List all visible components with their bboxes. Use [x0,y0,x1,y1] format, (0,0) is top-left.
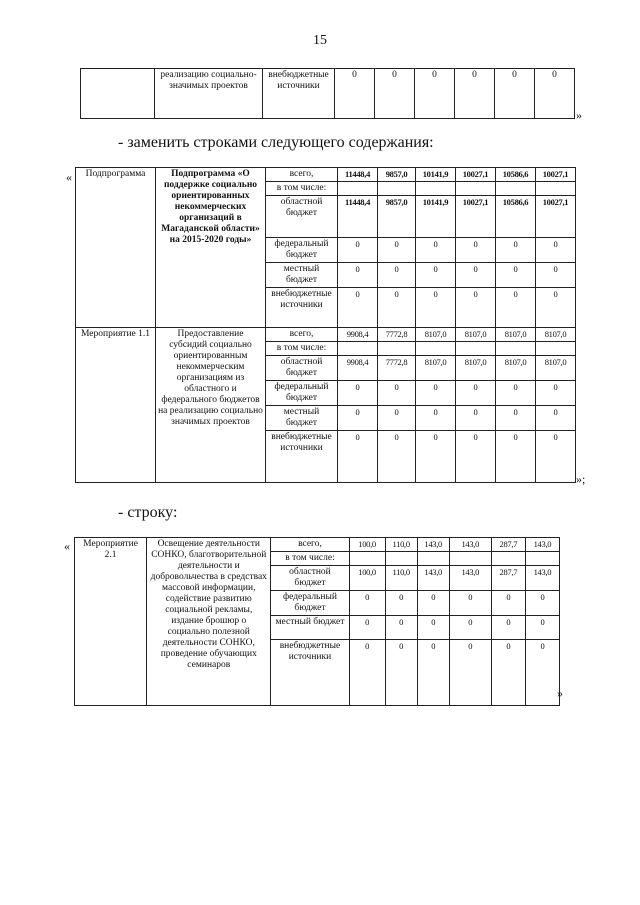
value-cell [456,182,496,196]
top-table [80,68,575,119]
funding-source: областной бюджет [266,356,338,381]
funding-source: в том числе: [266,182,338,196]
value-cell [416,342,456,356]
table-row [76,328,576,342]
activity-table [74,537,560,706]
value-cell [378,182,416,196]
value-cell: 0 [378,431,416,483]
value-cell [456,342,496,356]
row-title: Предоставление субсидий социально ориентированным некоммерческим организациям из областного и федерального бюджетов на реализацию социально значимых проектов [156,328,266,483]
value-cell: 7772,8 [378,328,416,342]
row-type-label: Мероприятие 1.1 [76,328,156,483]
value-cell: 7772,8 [378,356,416,381]
funding-source: в том числе: [271,552,349,566]
instruction-heading: - строку: [118,504,178,521]
value-cell: 0 [496,288,536,328]
value-cell: 9908,4 [338,328,378,342]
value-cell: 110,0 [385,538,417,552]
opening-quote: « [66,170,72,184]
value-cell: 0 [417,591,449,616]
value-cell: 0 [385,640,417,706]
value-cell: 9857,0 [378,196,416,238]
opening-quote: « [64,539,70,553]
value-cell: 0 [456,406,496,431]
value-cell: 0 [335,69,375,119]
value-cell: 0 [449,640,491,706]
value-cell [496,342,536,356]
value-cell: 10027,1 [456,196,496,238]
value-cell: 0 [456,431,496,483]
value-cell: 0 [349,591,385,616]
value-cell [416,182,456,196]
value-cell: 143,0 [525,538,559,552]
funding-source: федеральный бюджет [266,381,338,406]
value-cell [536,182,576,196]
funding-source: федеральный бюджет [271,591,349,616]
value-cell: 0 [525,591,559,616]
value-cell: 0 [449,616,491,640]
value-cell: 100,0 [349,566,385,591]
value-cell: 10141,9 [416,196,456,238]
value-cell: 287,7 [491,538,525,552]
value-cell [491,552,525,566]
value-cell: 0 [378,288,416,328]
funding-source: всего, [266,328,338,342]
value-cell: 0 [349,640,385,706]
value-cell: 8107,0 [536,328,576,342]
value-cell: 10586,6 [496,196,536,238]
funding-source: внебюджетные источники [271,640,349,706]
value-cell: 0 [536,431,576,483]
value-cell: 0 [385,591,417,616]
value-cell: 8107,0 [456,356,496,381]
value-cell [449,552,491,566]
value-cell: 11448,4 [338,196,378,238]
value-cell [496,182,536,196]
value-cell: 0 [338,406,378,431]
value-cell: 0 [385,616,417,640]
funding-source: в том числе: [266,342,338,356]
value-cell: 0 [456,263,496,288]
value-cell: 0 [378,381,416,406]
value-cell: 0 [378,238,416,263]
value-cell [349,552,385,566]
value-cell: 0 [495,69,535,119]
value-cell: 0 [536,381,576,406]
value-cell: 0 [496,406,536,431]
value-cell: 0 [416,381,456,406]
closing-quote: » [576,108,582,122]
value-cell [338,342,378,356]
value-cell: 143,0 [417,566,449,591]
row-title: Освещение деятельности СОНКО, благотворительной деятельности и добровольчества в средствах массовой информации, содействие развитию социальной рекламы, издание брошюр о социально полезной деятельности СОНКО, проведение обучающих семинаров [147,538,271,706]
value-cell: 0 [456,288,496,328]
value-cell: 0 [375,69,415,119]
row-title: Подпрограмма «О поддержке социально ориентированных некоммерческих организаций в Магаданской области» на 2015-2020 годы» [156,168,266,328]
value-cell: 0 [338,238,378,263]
instruction-heading: - заменить строками следующего содержания: [118,134,434,151]
value-cell: 0 [416,288,456,328]
value-cell: 0 [491,640,525,706]
value-cell: 0 [416,238,456,263]
page-number: 15 [313,33,327,48]
value-cell [385,552,417,566]
value-cell: 143,0 [525,566,559,591]
table-row [76,168,576,182]
value-cell: 0 [496,431,536,483]
value-cell: 8107,0 [456,328,496,342]
empty-cell [81,69,155,119]
value-cell: 143,0 [417,538,449,552]
closing-quote: »; [576,472,586,486]
funding-source: всего, [271,538,349,552]
subprogram-table [75,167,576,483]
value-cell: 0 [536,263,576,288]
funding-source: внебюджетные источники [266,431,338,483]
value-cell: 0 [455,69,495,119]
table-row [75,538,560,552]
value-cell: 8107,0 [416,328,456,342]
value-cell: 0 [496,238,536,263]
value-cell: 0 [535,69,575,119]
value-cell: 0 [536,288,576,328]
funding-source: всего, [266,168,338,182]
value-cell: 0 [536,406,576,431]
value-cell: 0 [496,381,536,406]
funding-source: областной бюджет [271,566,349,591]
value-cell: 10141,9 [416,168,456,182]
value-cell: 0 [491,591,525,616]
value-cell: 143,0 [449,538,491,552]
value-cell: 0 [378,406,416,431]
value-cell: 0 [338,288,378,328]
value-cell: 10027,1 [536,196,576,238]
value-cell: 0 [417,640,449,706]
value-cell: 10027,1 [456,168,496,182]
value-cell: 0 [525,640,559,706]
value-cell: 0 [349,616,385,640]
value-cell: 0 [416,431,456,483]
closing-quote: » [557,686,563,700]
row-type-label: Мероприятие 2.1 [75,538,147,706]
value-cell: 9908,4 [338,356,378,381]
value-cell: 0 [416,406,456,431]
value-cell [378,342,416,356]
value-cell: 8107,0 [496,328,536,342]
value-cell: 0 [338,381,378,406]
value-cell: 10027,1 [536,168,576,182]
value-cell: 0 [525,616,559,640]
value-cell: 8107,0 [416,356,456,381]
value-cell: 0 [338,431,378,483]
value-cell [525,552,559,566]
value-cell: 0 [491,616,525,640]
value-cell: 110,0 [385,566,417,591]
value-cell: 8107,0 [536,356,576,381]
table-row [81,69,575,119]
row-description: реализацию социально- значимых проектов [155,69,263,119]
value-cell: 0 [338,263,378,288]
value-cell: 10586,6 [496,168,536,182]
value-cell: 100,0 [349,538,385,552]
funding-source: внебюджетные источники [266,288,338,328]
value-cell: 9857,0 [378,168,416,182]
value-cell [536,342,576,356]
funding-source: внебюджетные источники [263,69,335,119]
value-cell: 0 [378,263,416,288]
value-cell: 0 [449,591,491,616]
value-cell: 0 [456,238,496,263]
funding-source: местный бюджет [271,616,349,640]
value-cell: 8107,0 [496,356,536,381]
funding-source: областной бюджет [266,196,338,238]
value-cell [417,552,449,566]
funding-source: местный бюджет [266,263,338,288]
value-cell: 0 [417,616,449,640]
value-cell [338,182,378,196]
funding-source: местный бюджет [266,406,338,431]
value-cell: 0 [415,69,455,119]
value-cell: 143,0 [449,566,491,591]
row-type-label: Подпрограмма [76,168,156,328]
value-cell: 11448,4 [338,168,378,182]
funding-source: федеральный бюджет [266,238,338,263]
value-cell: 0 [416,263,456,288]
value-cell: 0 [496,263,536,288]
value-cell: 0 [536,238,576,263]
value-cell: 287,7 [491,566,525,591]
value-cell: 0 [456,381,496,406]
